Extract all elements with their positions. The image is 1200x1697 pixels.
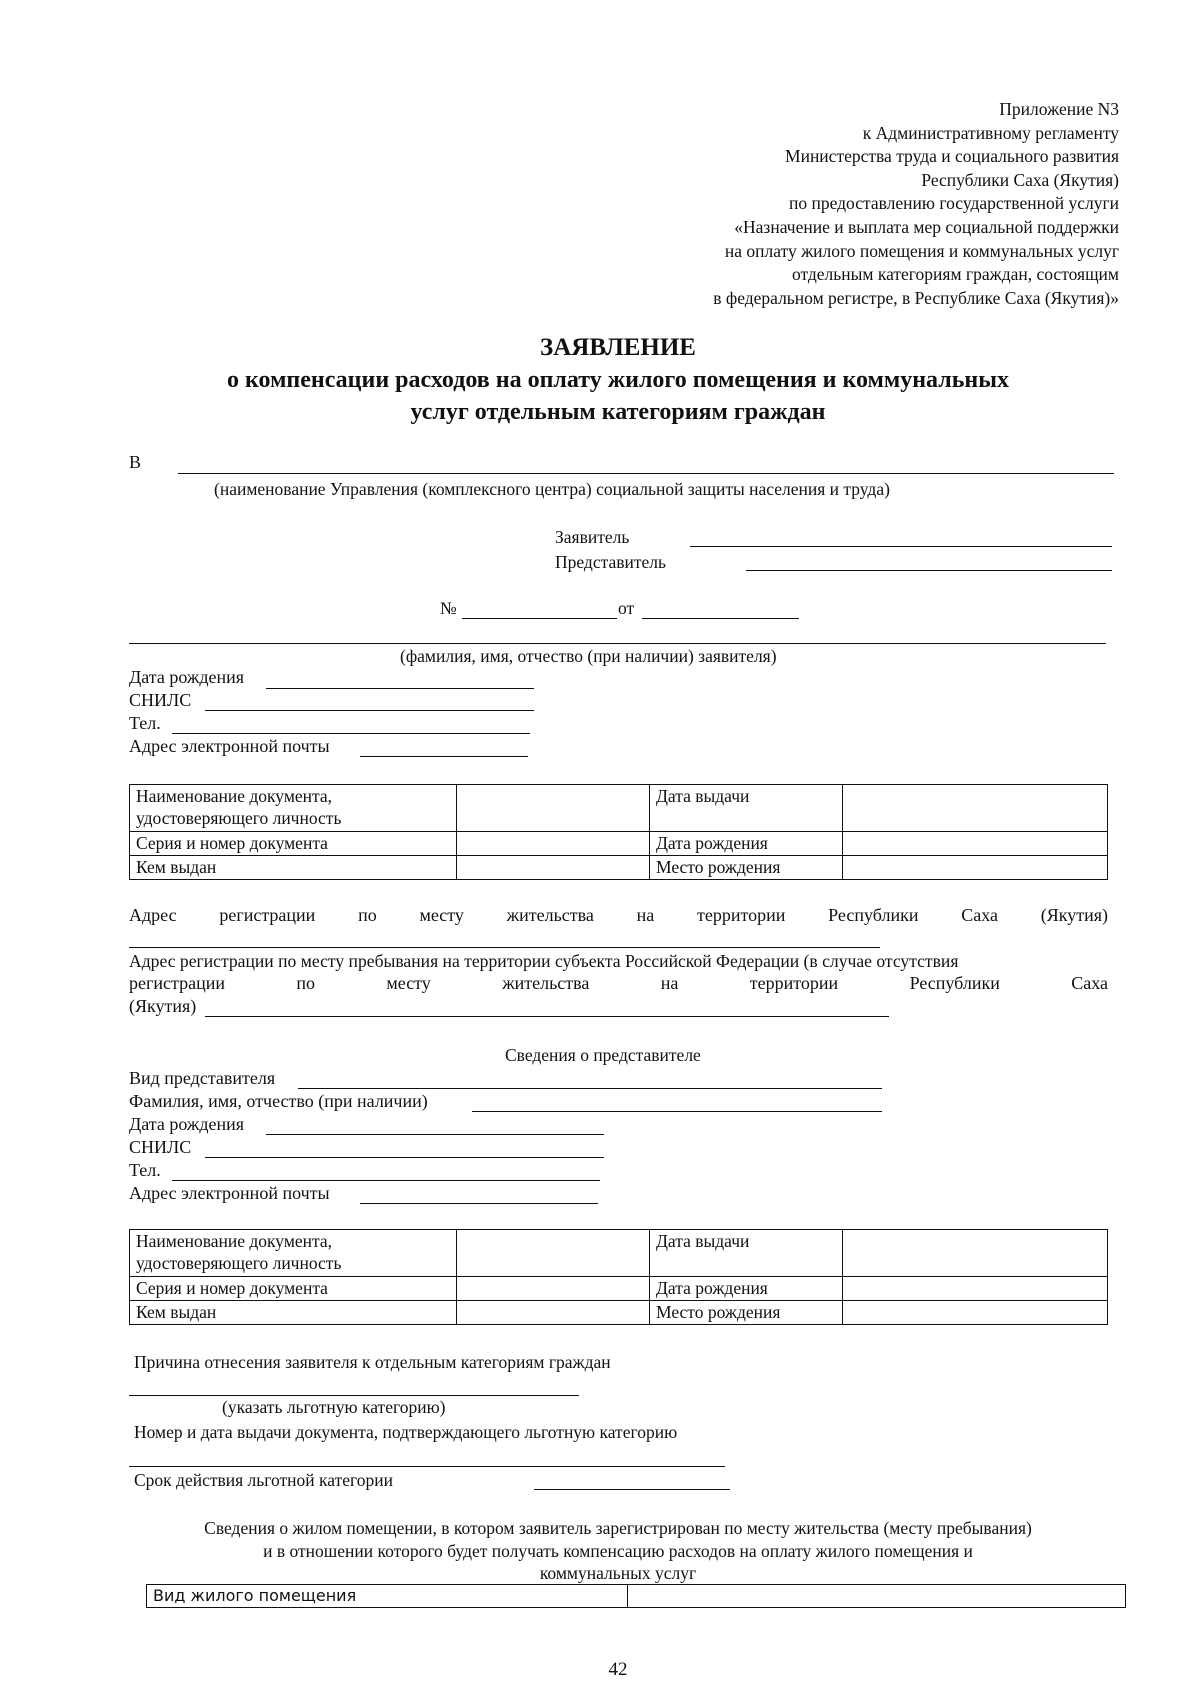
- applicant-phone-label: Тел.: [129, 713, 161, 733]
- number-label: №: [440, 598, 457, 618]
- recipient-field[interactable]: [178, 473, 1114, 474]
- recipient-prefix: В: [129, 452, 142, 472]
- rep-phone-field[interactable]: [172, 1180, 600, 1181]
- representative-field[interactable]: [746, 570, 1112, 571]
- applicant-snils-label: СНИЛС: [129, 690, 192, 710]
- housing-info-line: Сведения о жилом помещении, в котором заявитель зарегистрирован по месту жительства (месту пребывания): [204, 1518, 1032, 1538]
- housing-info-line: коммунальных услуг: [539, 1563, 697, 1583]
- date-field[interactable]: [642, 618, 799, 619]
- annex-line: на оплату жилого помещения и коммунальных услуг: [724, 240, 1119, 261]
- table-cell-input[interactable]: [457, 832, 650, 856]
- registration-address-label: Адрес регистрации по месту жительства на территории Республики Саха (Якутия): [129, 905, 1108, 925]
- annex-line: по предоставлению государственной услуги: [789, 193, 1119, 214]
- housing-table: [146, 1584, 1126, 1608]
- table-cell: Дата выдачи: [650, 785, 843, 832]
- rep-email-field[interactable]: [360, 1203, 598, 1204]
- table-cell: Кем выдан: [130, 1301, 457, 1325]
- rep-birth-field[interactable]: [266, 1134, 604, 1135]
- category-doc-field[interactable]: [129, 1466, 725, 1467]
- from-label: от: [618, 598, 635, 618]
- table-cell-input[interactable]: [843, 1301, 1108, 1325]
- applicant-email-field[interactable]: [360, 756, 528, 757]
- stay-address-line: Адрес регистрации по месту пребывания на территории субъекта Российской Федерации (в случае отсутствия: [129, 951, 959, 971]
- table-cell-input[interactable]: [628, 1585, 1126, 1608]
- table-cell: Кем выдан: [130, 856, 457, 880]
- table-cell: Место рождения: [650, 856, 843, 880]
- rep-fio-label: Фамилия, имя, отчество (при наличии): [129, 1091, 428, 1111]
- table-cell: Дата рождения: [650, 832, 843, 856]
- table-cell-input[interactable]: [843, 1277, 1108, 1301]
- applicant-birth-field[interactable]: [266, 688, 534, 689]
- category-validity-field[interactable]: [534, 1489, 730, 1490]
- annex-line: к Административному регламенту: [862, 122, 1119, 143]
- table-cell-input[interactable]: [457, 785, 650, 832]
- table-cell: Наименование документа, удостоверяющего личность: [130, 785, 457, 832]
- housing-info-line: и в отношении которого будет получать компенсацию расходов на оплату жилого помещения и: [263, 1541, 973, 1561]
- table-cell-input[interactable]: [457, 1230, 650, 1277]
- recipient-caption: (наименование Управления (комплексного центра) социальной защиты населения и труда): [214, 479, 890, 499]
- applicant-label: Заявитель: [555, 527, 630, 547]
- annex-line: Республики Саха (Якутия): [921, 169, 1119, 190]
- applicant-snils-field[interactable]: [205, 710, 534, 711]
- category-doc-label: Номер и дата выдачи документа, подтверждающего льготную категорию: [134, 1422, 678, 1442]
- rep-snils-field[interactable]: [205, 1157, 604, 1158]
- table-cell-input[interactable]: [843, 856, 1108, 880]
- table-cell-input[interactable]: [457, 1301, 650, 1325]
- table-cell-input[interactable]: [843, 832, 1108, 856]
- applicant-id-table: [129, 784, 1108, 880]
- rep-kind-label: Вид представителя: [129, 1068, 276, 1088]
- applicant-fio-field[interactable]: [129, 643, 1106, 644]
- document-title: ЗАЯВЛЕНИЕ: [540, 334, 696, 361]
- registration-address-field[interactable]: [129, 947, 272, 948]
- representative-id-table: [129, 1229, 1108, 1325]
- applicant-fio-caption: (фамилия, имя, отчество (при наличии) заявителя): [400, 646, 777, 666]
- page-number: 42: [608, 1659, 628, 1680]
- table-cell: Дата рождения: [650, 1277, 843, 1301]
- representative-heading: Сведения о представителе: [505, 1045, 701, 1065]
- stay-address-line: (Якутия): [129, 996, 197, 1016]
- applicant-phone-field[interactable]: [172, 733, 530, 734]
- stay-address-field[interactable]: [205, 1016, 889, 1017]
- rep-snils-label: СНИЛС: [129, 1137, 192, 1157]
- annex-line: Приложение N3: [999, 99, 1119, 119]
- rep-email-label: Адрес электронной почты: [129, 1183, 330, 1203]
- table-cell: Место рождения: [650, 1301, 843, 1325]
- applicant-email-label: Адрес электронной почты: [129, 736, 330, 756]
- document-subtitle-line: услуг отдельным категориям граждан: [410, 399, 826, 425]
- table-cell-input[interactable]: [457, 1277, 650, 1301]
- category-validity-label: Срок действия льготной категории: [134, 1470, 393, 1490]
- table-cell: Вид жилого помещения: [147, 1585, 628, 1608]
- category-reason-label: Причина отнесения заявителя к отдельным категориям граждан: [134, 1352, 611, 1372]
- table-cell-input[interactable]: [843, 1230, 1108, 1277]
- table-cell: Серия и номер документа: [130, 1277, 457, 1301]
- applicant-birth-label: Дата рождения: [129, 667, 245, 687]
- table-cell-input[interactable]: [843, 785, 1108, 832]
- rep-fio-field[interactable]: [472, 1111, 882, 1112]
- applicant-field[interactable]: [690, 546, 1112, 547]
- category-reason-caption: (указать льготную категорию): [222, 1397, 446, 1417]
- annex-line: Министерства труда и социального развития: [785, 146, 1119, 167]
- table-cell: Дата выдачи: [650, 1230, 843, 1277]
- category-reason-field[interactable]: [129, 1395, 579, 1396]
- table-cell-input[interactable]: [457, 856, 650, 880]
- representative-label: Представитель: [555, 552, 666, 572]
- annex-line: в федеральном регистре, в Республике Саха (Якутия)»: [713, 287, 1119, 308]
- annex-line: отдельным категориям граждан, состоящим: [791, 264, 1119, 285]
- registration-address-field-extension[interactable]: [272, 947, 880, 948]
- rep-phone-label: Тел.: [129, 1160, 161, 1180]
- annex-header: [713, 98, 1119, 310]
- table-cell: Серия и номер документа: [130, 832, 457, 856]
- stay-address-line: регистрации по месту жительства на территории Республики Саха: [129, 973, 1108, 993]
- document-subtitle-line: о компенсации расходов на оплату жилого помещения и коммунальных: [227, 367, 1009, 393]
- rep-birth-label: Дата рождения: [129, 1114, 245, 1134]
- table-cell: Наименование документа, удостоверяющего личность: [130, 1230, 457, 1277]
- number-field[interactable]: [462, 618, 617, 619]
- annex-line: «Назначение и выплата мер социальной поддержки: [734, 216, 1119, 237]
- rep-kind-field[interactable]: [298, 1088, 882, 1089]
